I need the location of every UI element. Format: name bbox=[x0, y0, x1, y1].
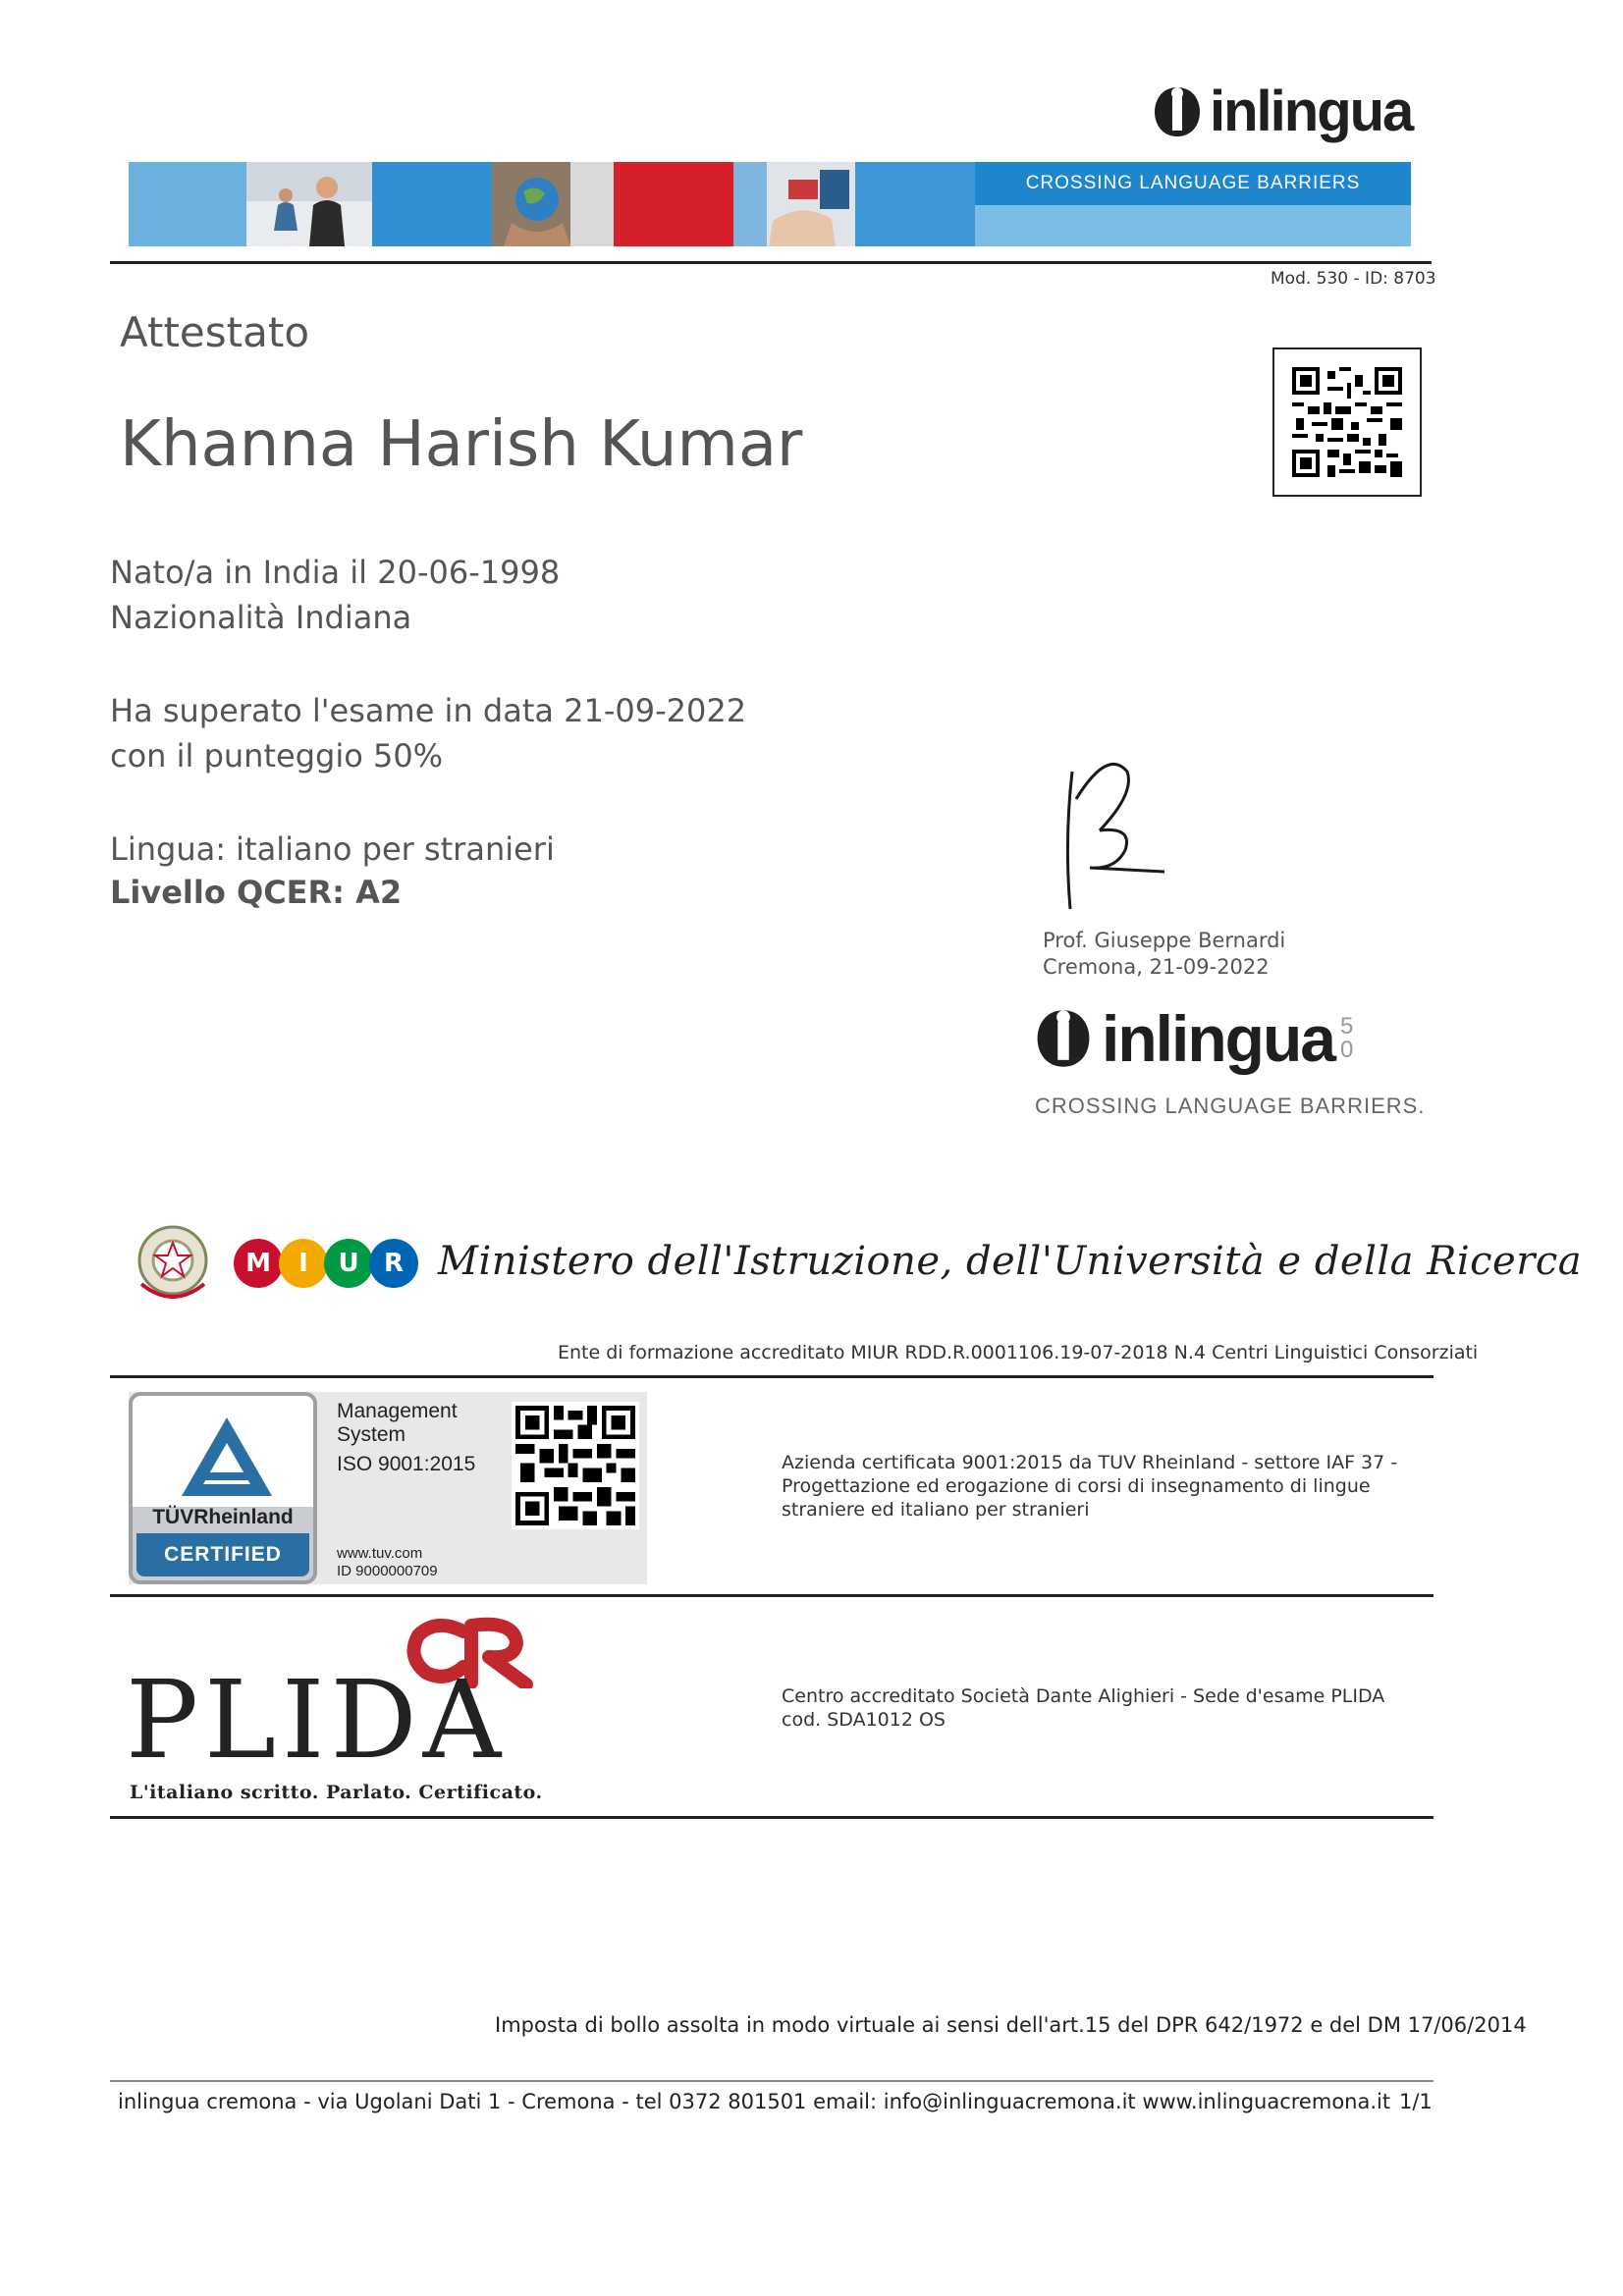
inlingua-wordmark: inlingua bbox=[1210, 80, 1413, 143]
page-number: 1/1 bbox=[1399, 2090, 1433, 2113]
signer-name: Prof. Giuseppe Bernardi bbox=[1043, 929, 1286, 952]
tuv-brand: TÜVRheinland bbox=[152, 1506, 294, 1528]
inlingua-stamp-mark-icon bbox=[1033, 1005, 1094, 1072]
ministry-name: Ministero dell'Istruzione, dell'Università e della Ricerca bbox=[438, 1239, 1583, 1284]
signature-mark bbox=[1056, 742, 1184, 923]
tuv-qr-code bbox=[512, 1402, 639, 1529]
cefr-level: Livello QCER: A2 bbox=[110, 874, 403, 911]
miur-letter-r: R bbox=[369, 1239, 418, 1288]
tuv-web-block bbox=[337, 1545, 438, 1580]
inlingua-mark-icon bbox=[1151, 83, 1204, 140]
tuv-certified-label: CERTIFIED bbox=[136, 1533, 309, 1576]
miur-letter-m: M bbox=[234, 1239, 283, 1288]
holder-name: Khanna Harish Kumar bbox=[120, 408, 803, 481]
header-divider bbox=[110, 261, 1432, 264]
inlingua-logo bbox=[1151, 79, 1412, 144]
miur-letter-i: I bbox=[279, 1239, 328, 1288]
language-line: Lingua: italiano per stranieri bbox=[110, 830, 555, 868]
banner-tagline: CROSSING LANGUAGE BARRIERS bbox=[975, 162, 1411, 205]
score-line: con il punteggio 50% bbox=[110, 737, 444, 774]
exam-date-line: Ha superato l'esame in data 21-09-2022 bbox=[110, 692, 747, 729]
signature-block bbox=[1043, 928, 1285, 981]
tuv-system-line1: Management bbox=[337, 1400, 458, 1422]
signature-place-date: Cremona, 21-09-2022 bbox=[1043, 955, 1270, 979]
miur-logo bbox=[234, 1239, 418, 1288]
miur-accreditation: Ente di formazione accreditato MIUR RDD.R.0001106.19-07-2018 N.4 Centri Linguistici Consorziati bbox=[558, 1342, 1479, 1363]
certificate-title: Attestato bbox=[120, 308, 310, 356]
tuv-system-info bbox=[337, 1400, 475, 1476]
italian-emblem-icon bbox=[134, 1219, 212, 1308]
stamp-anniversary: 50 bbox=[1339, 1013, 1354, 1063]
miur-letter-u: U bbox=[324, 1239, 373, 1288]
tuv-system-line2: System bbox=[337, 1423, 406, 1446]
stamp-tagline: CROSSING LANGUAGE BARRIERS. bbox=[1035, 1094, 1426, 1118]
tuv-divider bbox=[110, 1594, 1434, 1597]
footer-contact: inlingua cremona - via Ugolani Dati 1 - Cremona - tel 0372 801501 email: info@inlinguacremona.it www.inlinguacremona.it bbox=[118, 2090, 1391, 2113]
banner-photo-globe bbox=[492, 162, 614, 246]
tuv-certification-card bbox=[129, 1392, 647, 1584]
tuv-triangle-icon bbox=[178, 1414, 276, 1500]
tuv-standard: ISO 9001:2015 bbox=[337, 1453, 476, 1475]
plida-tagline: L'italiano scritto. Parlato. Certificato. bbox=[130, 1782, 543, 1803]
document-id: Mod. 530 - ID: 8703 bbox=[1271, 269, 1436, 289]
plida-description: Centro accreditato Società Dante Alighieri - Sede d'esame PLIDA cod. SDA1012 OS bbox=[782, 1685, 1385, 1731]
plida-wordmark: PLIDA bbox=[126, 1657, 508, 1783]
inlingua-50-stamp bbox=[1033, 1001, 1364, 1076]
tuv-website: www.tuv.com bbox=[337, 1545, 423, 1562]
tuv-description: Azienda certificata 9001:2015 da TUV Rheinland - settore IAF 37 - Progettazione ed erogazione di corsi di insegnamento di lingue straniere ed italiano per stranieri bbox=[782, 1452, 1398, 1521]
footer-divider bbox=[110, 2080, 1434, 2082]
tuv-badge bbox=[129, 1392, 317, 1584]
plida-divider bbox=[110, 1816, 1434, 1819]
banner-photo-office bbox=[246, 162, 372, 246]
stamp-wordmark: inlingua bbox=[1102, 1002, 1334, 1075]
nationality-line: Nazionalità Indiana bbox=[110, 599, 412, 636]
header-banner bbox=[129, 162, 1411, 246]
birth-details bbox=[110, 550, 560, 640]
exam-details bbox=[110, 688, 746, 778]
stamp-duty-note: Imposta di bollo assolta in modo virtuale ai sensi dell'art.15 del DPR 642/1972 e del DM 17/06/2014 bbox=[495, 2013, 1527, 2037]
verification-qr-code bbox=[1272, 347, 1422, 497]
miur-divider bbox=[110, 1375, 1434, 1378]
birth-line: Nato/a in India il 20-06-1998 bbox=[110, 554, 561, 591]
banner-photo-desk bbox=[733, 162, 855, 246]
tuv-id: ID 9000000709 bbox=[337, 1563, 438, 1579]
